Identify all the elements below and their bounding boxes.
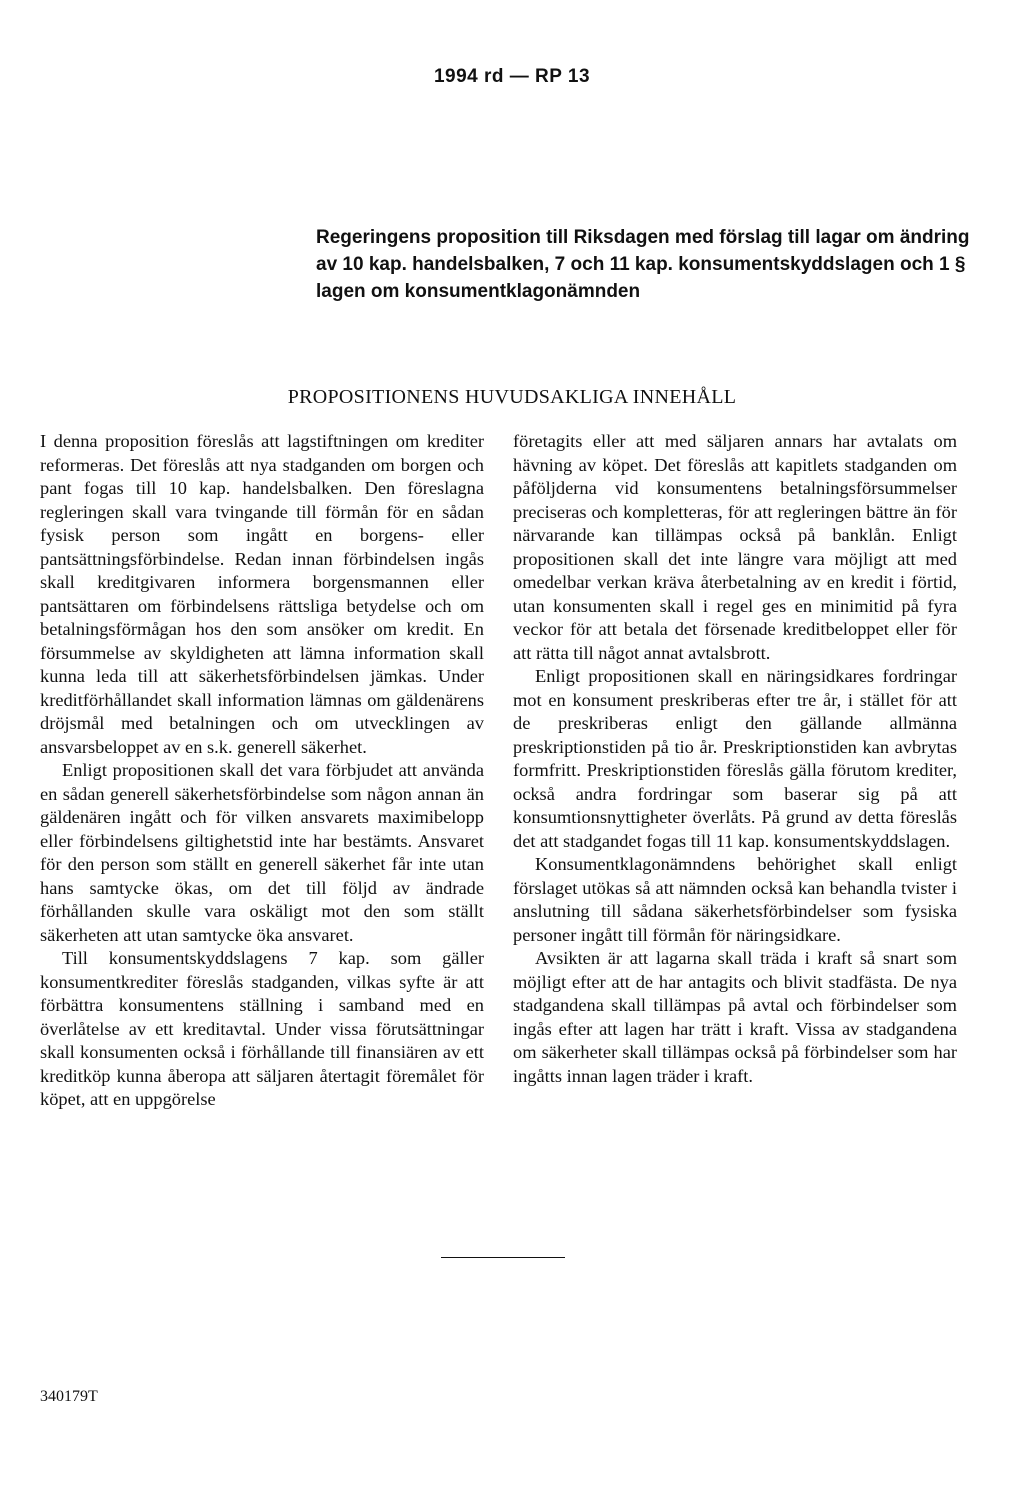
- paragraph: Avsikten är att lagarna skall träda i kraft så snart som möjligt efter att de har antagits och blivit stadfästa. De nya stadgandena skall tillämpas på avtal och förbindelser som ingås efter att lagen har trätt i kraft. Vissa av stadgandena om säkerheter skall tillämpas också på förbindelser som har ingåtts innan lagen träder i kraft.: [513, 948, 957, 1086]
- paragraph: företagits eller att med säljaren annars har avtalats om hävning av köpet. Det föreslås att kapitlets stadganden om påföljderna vid konsumentens betalningsförsummelser preciseras och kompletteras, för att regleringen bättre än för närvarande kan tillämpas också på banklån. Enligt propositionen skall det inte längre vara möjligt att med omedelbar verkan kräva återbetalning av en kredit i förtid, utan konsumenten skall i regel ges en minimitid på fyra veckor för att betala det försenade kreditbeloppet eller för att rätta till något annat avtalsbrott.: [513, 431, 957, 663]
- paragraph: Enligt propositionen skall det vara förbjudet att använda en sådan generell säkerhetsförbindelse som någon annan än gäldenären ingått och för vilken ansvarets maximibelopp eller förbindelsens giltighetstid inte har bestämts. Ansvaret för den person som ställt en generell säkerhet får inte utan hans samtycke ökas, om det till följd av ändrade förhållanden skulle vara oskäligt mot den som ställt säkerheten att utan samtycke öka ansvaret.: [40, 760, 484, 945]
- left-column: [40, 430, 484, 1112]
- paragraph: Enligt propositionen skall en näringsidkares fordringar mot en konsument preskriberas efter tre år, i stället för att de preskriberas enligt den gällande allmänna preskriptionstiden på tio år. Preskriptionstiden kan avbrytas formfritt. Preskriptionstiden föreslås gälla förutom krediter, också andra fordringar som baserar sig på att konsumtionsnyttigheter överlåts. På grund av detta föreslås det att stadgandet fogas till 11 kap. konsumentskyddslagen.: [513, 666, 957, 851]
- paragraph: Konsumentklagonämndens behörighet skall enligt förslaget utökas så att nämnden också kan behandla tvister i anslutning till sådana säkerhetsförbindelser som fysiska personer ingått till förmån för näringsidkare.: [513, 854, 957, 945]
- document-code: 340179T: [40, 1388, 98, 1405]
- page-header: 1994 rd — RP 13: [433, 66, 591, 87]
- paragraph: I denna proposition föreslås att lagstiftningen om krediter reformeras. Det föreslås att nya stadganden om borgen och pant fogas till 10 kap. handelsbalken. Den föreslagna regleringen skall vara tvingande till förmån för en sådan fysisk person som ingått en borgens- eller pantsättningsförbindelse. Redan innan förbindelsen ingås skall kreditgivaren informera borgensmannen eller pantsättaren om förbindelsens rättsliga betydelse och om betalningsförmågan hos den som ansöker om kredit. En försummelse av skyldigheten att lämna information skall kunna leda till att säkerhetsförbindelsen jämkas. Under kreditförhållandet skall information lämnas om gäldenärens dröjsmål med betalningen och om utvecklingen av ansvarsbeloppet av en s.k. generell säkerhet.: [40, 431, 484, 757]
- document-title: Regeringens proposition till Riksdagen med förslag till lagar om ändring av 10 kap. handelsbalken, 7 och 11 kap. konsumentskyddslagen och 1 § lagen om konsumentklagonämnden: [316, 227, 970, 302]
- section-divider: [441, 1257, 565, 1258]
- section-heading: PROPOSITIONENS HUVUDSAKLIGA INNEHÅLL: [287, 386, 737, 408]
- paragraph: Till konsumentskyddslagens 7 kap. som gäller konsumentkrediter föreslås stadganden, vilkas syfte är att förbättra konsumentens ställning i samband med en överlåtelse av ett kreditavtal. Under vissa förutsättningar skall konsumenten också i förhållande till finansiären av ett kreditköp kunna åberopa att säljaren återtagit föremålet för köpet, att en uppgörelse: [40, 948, 484, 1109]
- right-column: [513, 430, 957, 1088]
